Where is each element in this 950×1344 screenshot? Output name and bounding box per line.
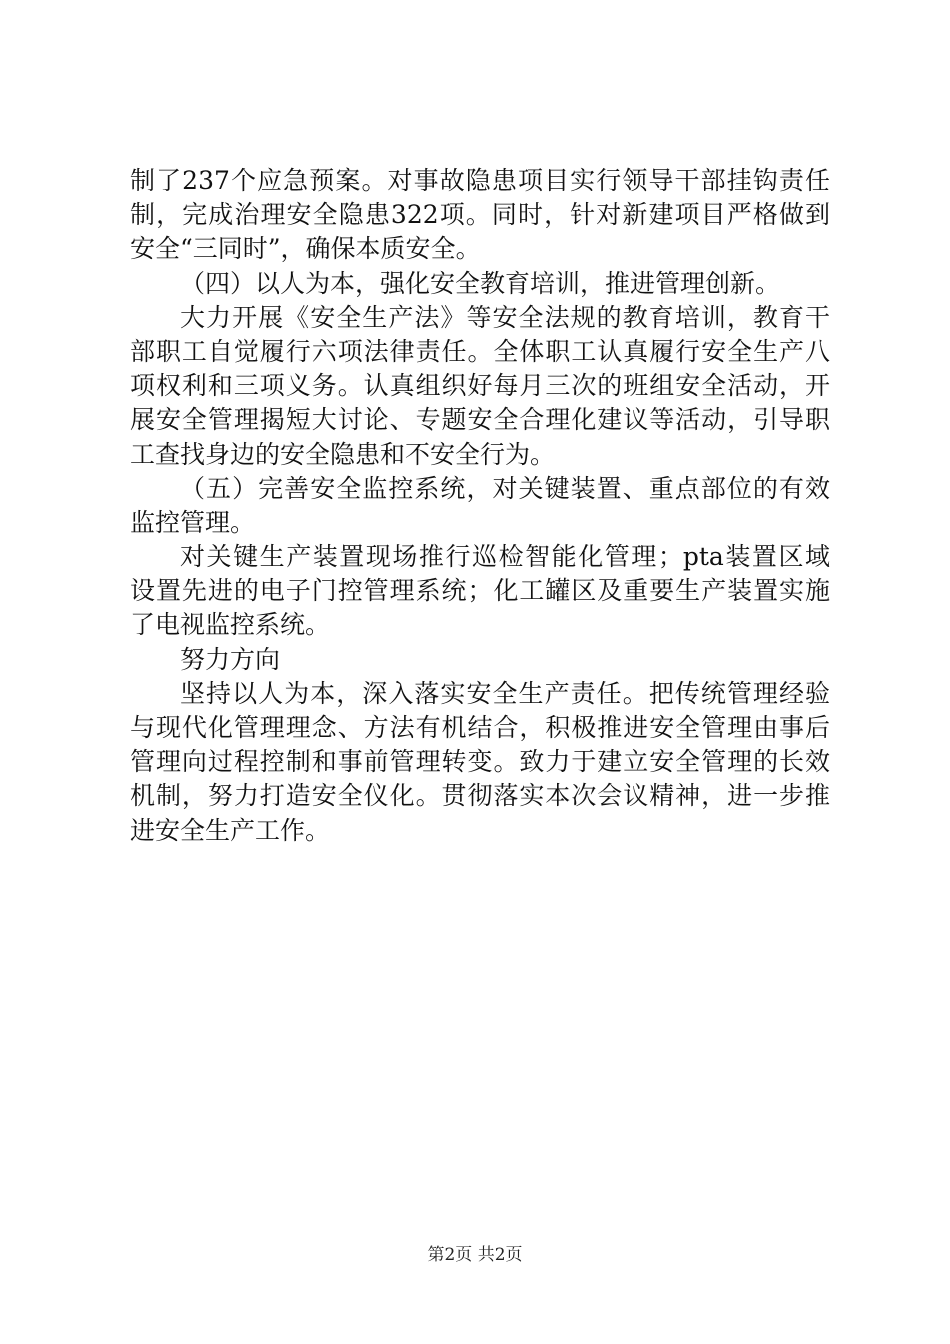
text-line: 项权利和三项义务。认真组织好每月三次的班组安全活动，开 [130,371,830,401]
text-line: 部职工自觉履行六项法律责任。全体职工认真履行安全生产八 [130,336,830,366]
section-heading: （五）完善安全监控系统，对关键装置、重点部位的有效 [180,473,830,503]
section-heading: 努力方向 [180,644,281,674]
text-line: 进安全生产工作。 [130,815,331,845]
text-line: 与现代化管理理念、方法有机结合，积极推进安全管理由事后 [130,713,830,742]
text-line: 设置先进的电子门控管理系统；化工罐区及重要生产装置实施 [130,576,830,606]
text-line: 制了237个应急预案。对事故隐患项目实行领导干部挂钩责任 [130,166,830,195]
section-heading: （四）以人为本，强化安全教育培训，推进管理创新。 [180,268,781,298]
text-line: 工查找身边的安全隐患和不安全行为。 [130,439,556,469]
text-line: 对关键生产装置现场推行巡检智能化管理；pta装置区域 [180,542,830,572]
text-line: 坚持以人为本，深入落实安全生产责任。把传统管理经验 [180,678,830,708]
page-footer: 第2页 共2页 [427,1245,523,1265]
text-line: 管理向过程控制和事前管理转变。致力于建立安全管理的长效 [130,747,830,777]
document-body [130,164,830,848]
text-line: 了电视监控系统。 [130,610,331,640]
text-line: 安全“三同时”，确保本质安全。 [130,234,481,264]
text-line: 展安全管理揭短大讨论、专题安全合理化建议等活动，引导职 [130,405,830,435]
text-line: 制，完成治理安全隐患322项。同时，针对新建项目严格做到 [130,200,830,230]
section-heading: 监控管理。 [130,507,256,537]
text-line: 大力开展《安全生产法》等安全法规的教育培训，教育干 [180,302,830,332]
text-line: 机制，努力打造安全仪化。贯彻落实本次会议精神，进一步推 [130,781,830,811]
